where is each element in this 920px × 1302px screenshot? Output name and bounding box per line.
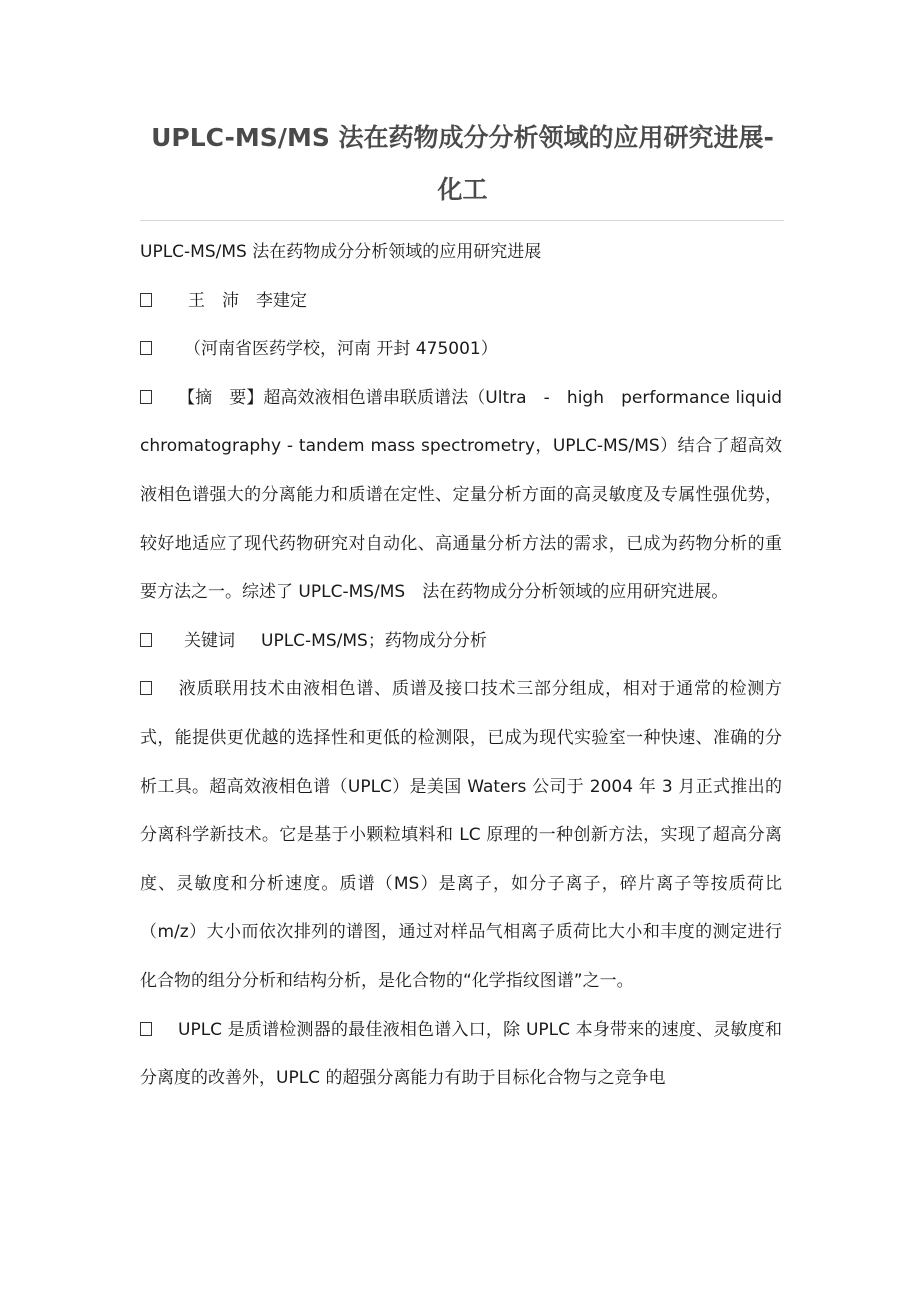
body-paragraph-1	[140, 665, 782, 1005]
affiliation-text: （河南省医药学校，河南 开封 475001）	[184, 339, 498, 360]
authors-text: 王 沛 李建定	[188, 290, 307, 311]
body-paragraph-2	[140, 1006, 782, 1103]
abstract-label: 【摘 要】	[178, 387, 264, 408]
title-divider	[140, 220, 784, 221]
paragraph-text: UPLC 是质谱检测器的最佳液相色谱入口，除 UPLC 本身带来的速度、灵敏度和分离度的改善外，UPLC 的超强分离能力有助于目标化合物与之竞争电	[140, 1019, 782, 1089]
keywords-label: 关键词	[184, 630, 235, 651]
abstract-text: 超高效液相色谱串联质谱法（Ultra - high performance liquid chromatography - tandem mass spectrometry，UPLC-MS/MS）结合了超高效液相色谱强大的分离能力和质谱在定性、定量分析方面的高灵敏度及专属性强优势，较好地适应了现代药物研究对自动化、高通量分析方法的需求，已成为药物分析的重要方法之一。综述了 UPLC-MS/MS 法在药物成分分析领域的应用研究进展。	[140, 387, 782, 603]
abstract-paragraph	[140, 374, 782, 617]
bullet-box-icon	[140, 1022, 152, 1036]
authors-line	[140, 277, 782, 326]
bullet-box-icon	[140, 293, 152, 307]
document-title: UPLC-MS/MS 法在药物成分分析领域的应用研究进展-化工	[151, 123, 774, 204]
bullet-box-icon	[140, 681, 152, 695]
paragraph-text: 液质联用技术由液相色谱、质谱及接口技术三部分组成，相对于通常的检测方式，能提供更优越的选择性和更低的检测限，已成为现代实验室一种快速、准确的分析工具。超高效液相色谱（UPLC）是美国 Waters 公司于 2004 年 3 月正式推出的分离科学新技术。它是基于小颗粒填料和 LC 原理的一种创新方法，实现了超高分离度、灵敏度和分析速度。质谱（MS）是离子，如分子离子，碎片离子等按质荷比（m/z）大小而依次排列的谱图，通过对样品气相离子质荷比大小和丰度的测定进行化合物的组分分析和结构分析，是化合物的“化学指纹图谱”之一。	[140, 679, 782, 991]
keywords-text: UPLC-MS/MS；药物成分分析	[261, 630, 487, 651]
keywords-line	[140, 617, 782, 666]
bullet-box-icon	[140, 390, 152, 404]
bullet-box-icon	[140, 633, 152, 647]
article-subtitle: UPLC-MS/MS 法在药物成分分析领域的应用研究进展	[140, 242, 542, 262]
document-body	[140, 228, 782, 1103]
bullet-box-icon	[140, 341, 152, 355]
affiliation-line	[140, 325, 782, 374]
